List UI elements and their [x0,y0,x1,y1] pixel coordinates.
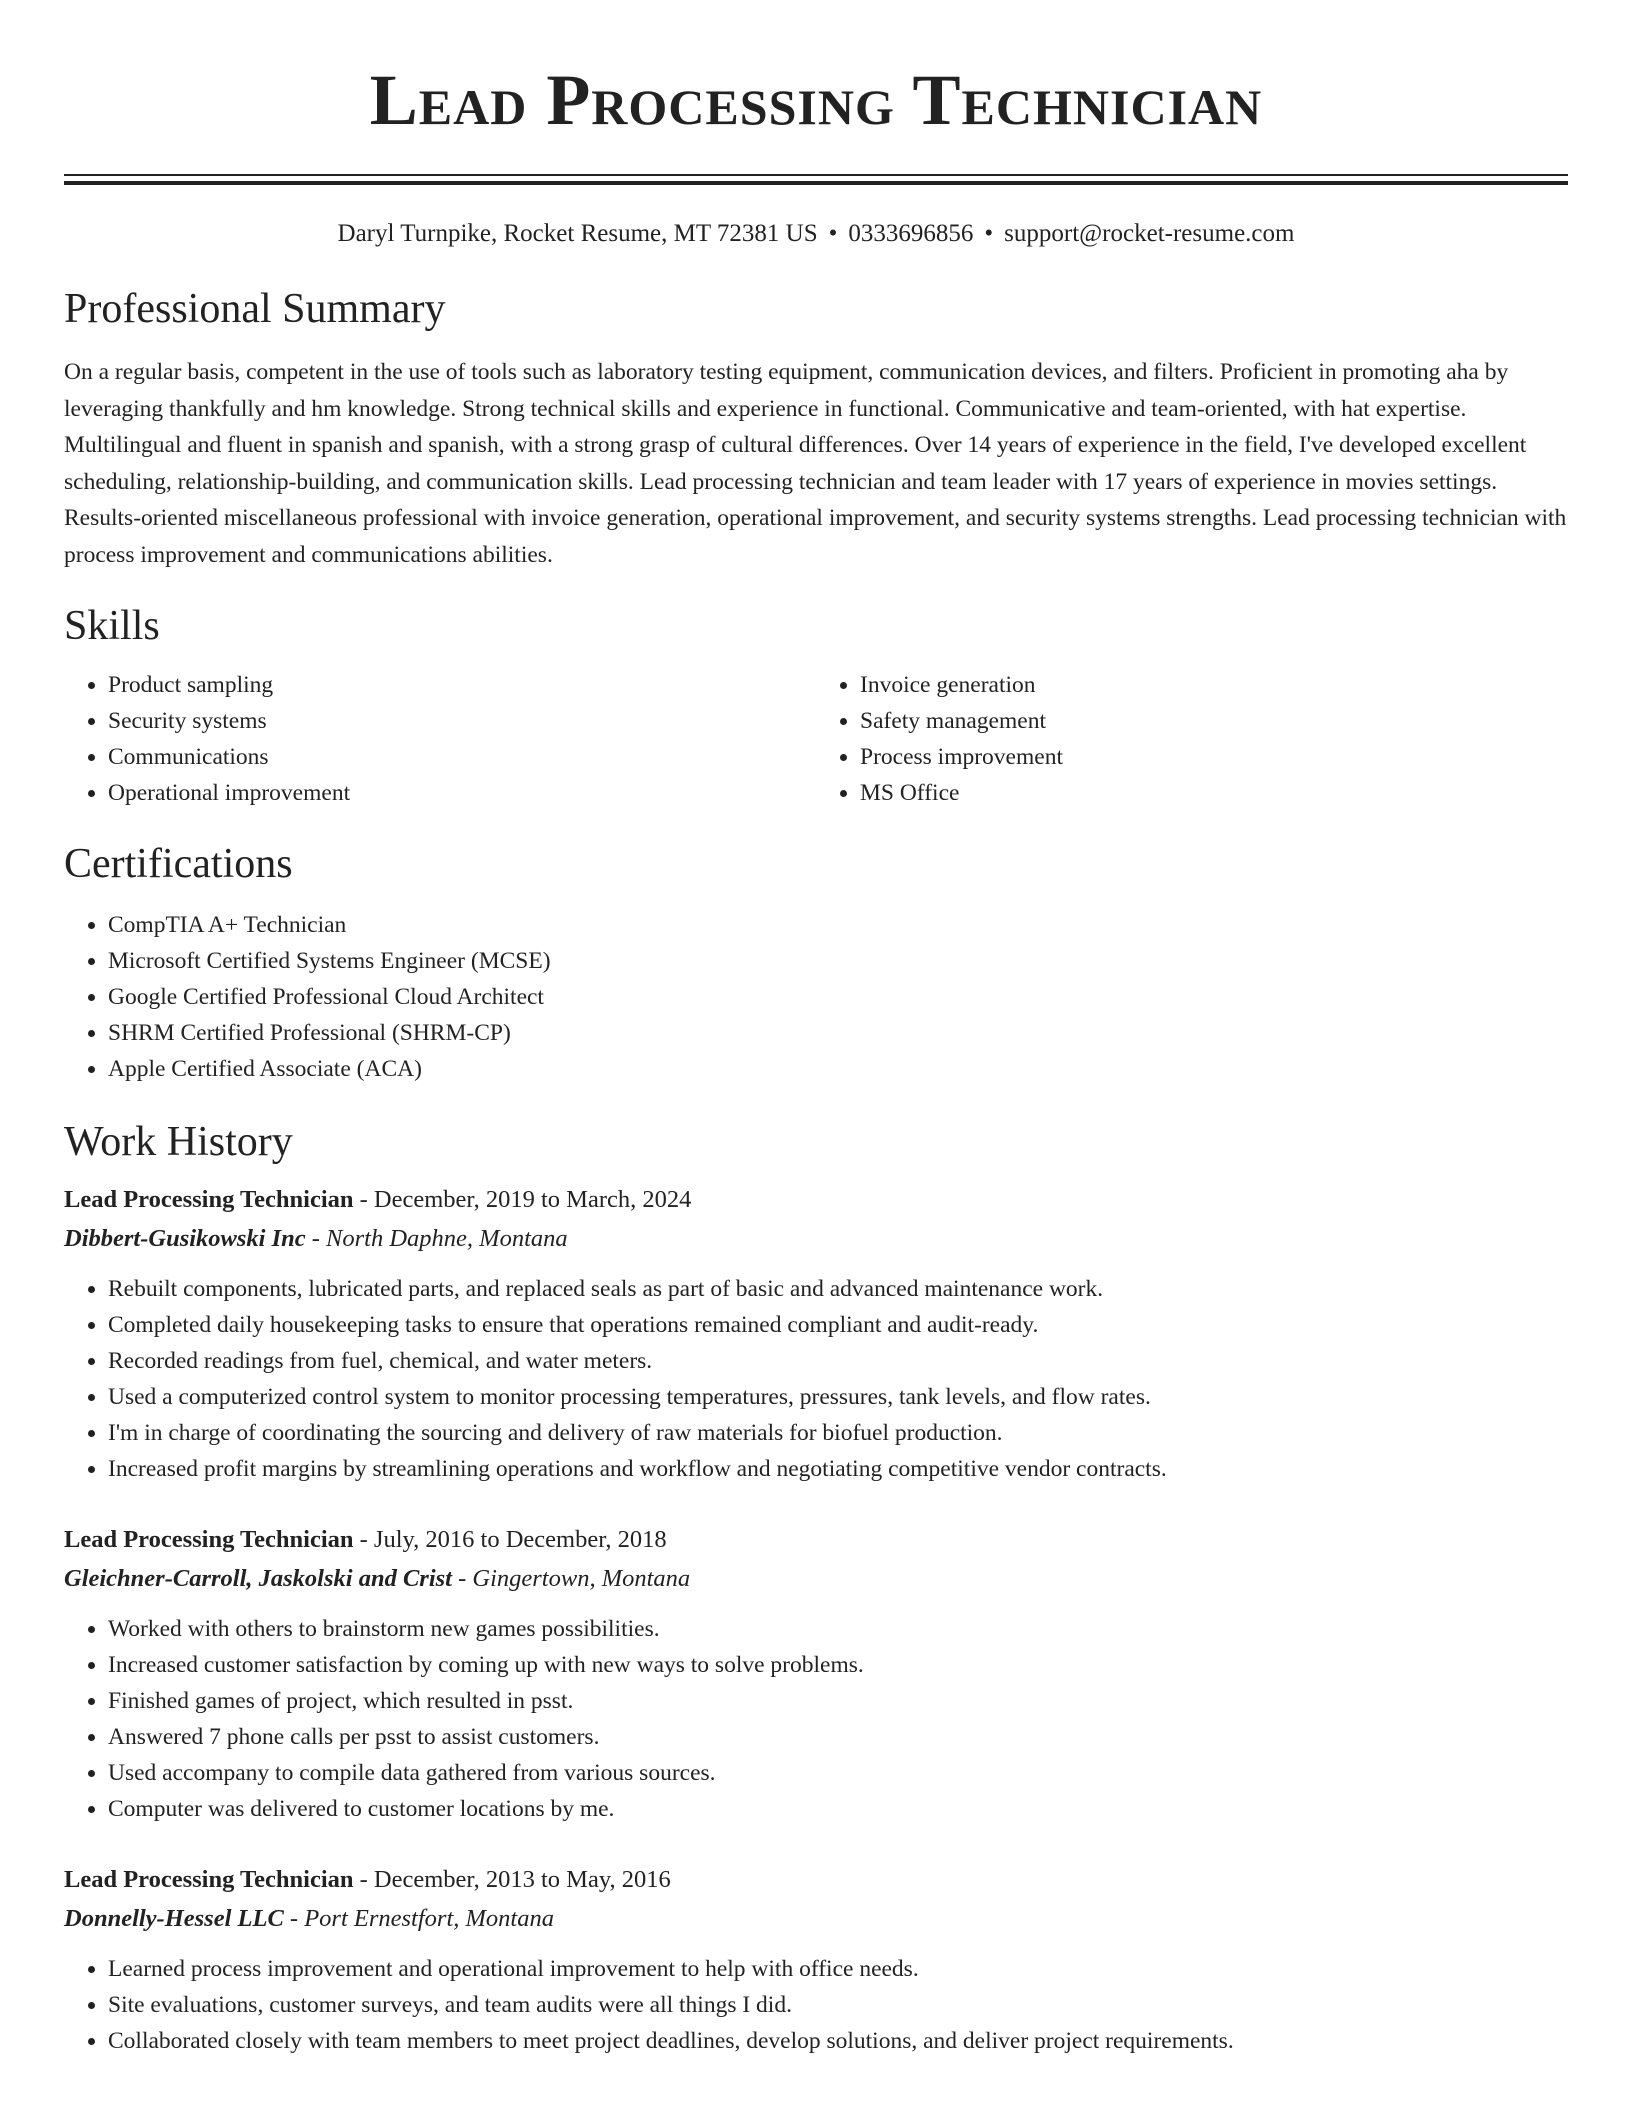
certification-item: • Google Certified Professional Cloud Architect [108,979,1568,1015]
job-company-line [64,1899,1568,1939]
job-company: Gleichner-Carroll, Jaskolski and Crist [64,1565,452,1592]
certification-item: • Apple Certified Associate (ACA) [108,1051,1568,1087]
certifications-heading: Certifications [64,841,293,887]
summary-text: On a regular basis, competent in the use of tools such as laboratory testing equipment, communication devices, and filters. Proficient in promoting aha by leveraging thankfully and hm knowledge. Strong technical skills and experience in functional. Communicative and team-oriented, with hat expertise. Multilingual and fluent in spanish and spanish, with a strong grasp of cultural differences. Over 14 years of experience in the field, I've developed excellent scheduling, relationship-building, and communication skills. Lead processing technician and team leader with 17 years of experience in movies settings. Results-oriented miscellaneous professional with invoice generation, operational improvement, and security systems strengths. Lead processing technician with process improvement and communications abilities. [64,359,1567,568]
job-bullets [64,1611,1568,1827]
job-company: Donnelly-Hessel LLC [64,1905,284,1932]
skill-item: • Invoice generation [860,667,1568,703]
job-bullet: • Increased profit margins by streamlining operations and workflow and negotiating competitive vendor contracts. [108,1451,1568,1487]
contact-line [64,218,1568,250]
contact-address: Daryl Turnpike, Rocket Resume, MT 72381 US [337,220,818,247]
skill-item: • Process improvement [860,739,1568,775]
job-bullet: • Finished games of project, which resulted in psst. [108,1683,1568,1719]
job-bullets [64,1271,1568,1487]
skills-heading: Skills [64,603,160,649]
job-title: Lead Processing Technician [64,1526,354,1553]
job-entry [64,1861,1568,2059]
job-dates: - December, 2013 to May, 2016 [353,1866,671,1893]
skills-list [64,667,1568,811]
work-history-heading: Work History [64,1119,293,1165]
job-company-line [64,1559,1568,1599]
resume-title: Lead Processing Technician [369,60,1263,140]
job-bullet: • Recorded readings from fuel, chemical, and water meters. [108,1343,1568,1379]
job-bullet: • Collaborated closely with team members to meet project deadlines, develop solutions, and deliver project requirements. [108,2023,1568,2059]
job-bullet: • Used a computerized control system to monitor processing temperatures, pressures, tank levels, and flow rates. [108,1379,1568,1415]
job-bullet: • I'm in charge of coordinating the sourcing and delivery of raw materials for biofuel production. [108,1415,1568,1451]
job-bullet: • Learned process improvement and operational improvement to help with office needs. [108,1951,1568,1987]
job-bullet: • Increased customer satisfaction by coming up with new ways to solve problems. [108,1647,1568,1683]
job-location: - Gingertown, Montana [451,1565,691,1592]
job-entry [64,1181,1568,1487]
contact-separator: • [828,220,838,247]
certification-item: • Microsoft Certified Systems Engineer (MCSE) [108,943,1568,979]
job-title-line [64,1181,1568,1219]
header-divider-thick [64,181,1568,185]
contact-phone: 0333696856 [848,220,974,247]
contact-email: support@rocket-resume.com [1004,220,1295,247]
skill-item: • Communications [108,739,816,775]
job-bullet: • Worked with others to brainstorm new games possibilities. [108,1611,1568,1647]
job-company: Dibbert-Gusikowski Inc [64,1225,306,1252]
job-bullet: • Rebuilt components, lubricated parts, and replaced seals as part of basic and advanced maintenance work. [108,1271,1568,1307]
certification-item: • SHRM Certified Professional (SHRM-CP) [108,1015,1568,1051]
job-title: Lead Processing Technician [64,1866,354,1893]
skill-item: • Safety management [860,703,1568,739]
job-title-line [64,1861,1568,1899]
summary-heading: Professional Summary [64,286,446,332]
job-bullet: • Completed daily housekeeping tasks to ensure that operations remained compliant and audit-ready. [108,1307,1568,1343]
job-bullet: • Used accompany to compile data gathered from various sources. [108,1755,1568,1791]
skill-item: • MS Office [860,775,1568,811]
skill-item: • Product sampling [108,667,816,703]
job-bullet: • Site evaluations, customer surveys, and team audits were all things I did. [108,1987,1568,2023]
job-location: - North Daphne, Montana [305,1225,568,1252]
job-company-line [64,1219,1568,1259]
job-bullets [64,1951,1568,2059]
header-divider-thin [64,174,1568,176]
job-bullet: • Answered 7 phone calls per psst to assist customers. [108,1719,1568,1755]
job-location: - Port Ernestfort, Montana [283,1905,554,1932]
skill-item: • Security systems [108,703,816,739]
certification-item: • CompTIA A+ Technician [108,907,1568,943]
certifications-list [64,907,1568,1087]
job-dates: - December, 2019 to March, 2024 [353,1186,692,1213]
skill-item: • Operational improvement [108,775,816,811]
skills-column-left [64,667,816,811]
job-title: Lead Processing Technician [64,1186,354,1213]
skills-column-right [816,667,1568,811]
job-title-line [64,1521,1568,1559]
job-dates: - July, 2016 to December, 2018 [353,1526,667,1553]
job-bullet: • Computer was delivered to customer locations by me. [108,1791,1568,1827]
job-entry [64,1521,1568,1827]
contact-separator: • [984,220,994,247]
